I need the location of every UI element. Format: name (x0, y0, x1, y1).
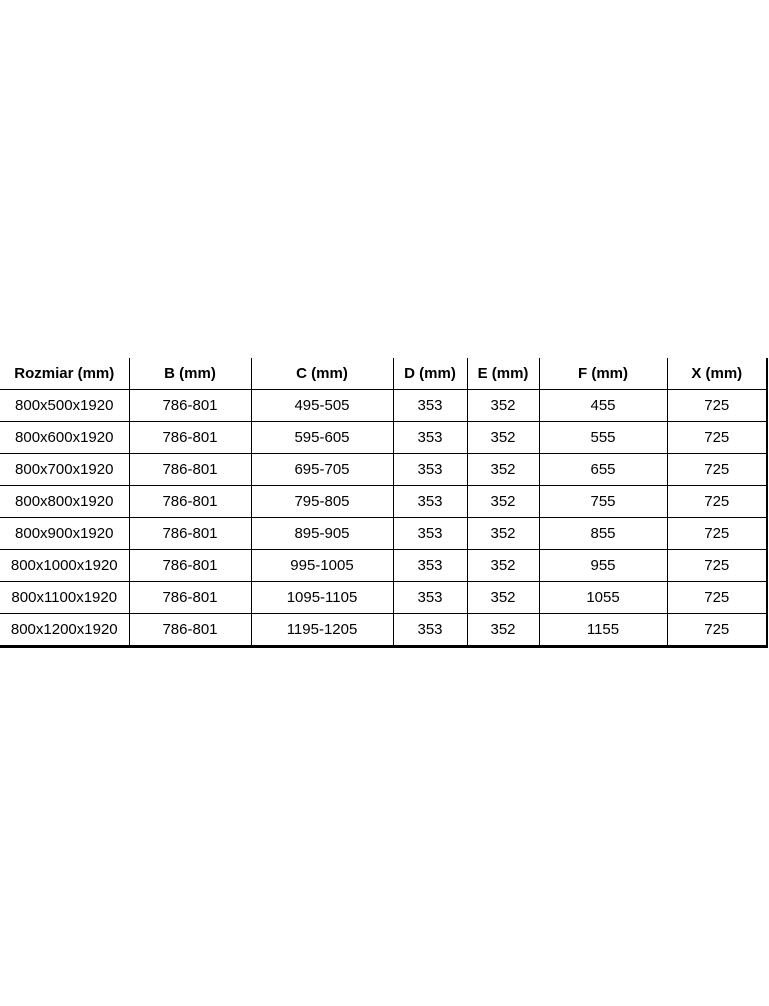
table-cell: 995-1005 (251, 550, 393, 582)
table-cell: 786-801 (129, 614, 251, 647)
table-cell: 353 (393, 454, 467, 486)
table-cell: 352 (467, 422, 539, 454)
table-cell: 725 (667, 550, 767, 582)
table-cell: 725 (667, 390, 767, 422)
table-cell: 786-801 (129, 454, 251, 486)
column-header-c: C (mm) (251, 358, 393, 390)
column-header-b: B (mm) (129, 358, 251, 390)
table-cell: 786-801 (129, 550, 251, 582)
table-row (0, 582, 767, 614)
table-cell: 795-805 (251, 486, 393, 518)
table-cell: 353 (393, 422, 467, 454)
table-cell: 352 (467, 390, 539, 422)
size-table-container (0, 358, 769, 648)
table-row (0, 454, 767, 486)
table-cell: 755 (539, 486, 667, 518)
table-cell: 725 (667, 422, 767, 454)
table-cell: 855 (539, 518, 667, 550)
table-cell: 955 (539, 550, 667, 582)
table-cell: 800x900x1920 (0, 518, 129, 550)
table-cell: 1155 (539, 614, 667, 647)
table-cell: 725 (667, 614, 767, 647)
table-row (0, 614, 767, 647)
table-cell: 455 (539, 390, 667, 422)
table-row (0, 422, 767, 454)
table-cell: 595-605 (251, 422, 393, 454)
table-cell: 725 (667, 518, 767, 550)
table-cell: 352 (467, 582, 539, 614)
column-header-e: E (mm) (467, 358, 539, 390)
table-cell: 352 (467, 550, 539, 582)
table-cell: 353 (393, 518, 467, 550)
table-cell: 800x500x1920 (0, 390, 129, 422)
table-cell: 495-505 (251, 390, 393, 422)
table-cell: 555 (539, 422, 667, 454)
table-cell: 800x800x1920 (0, 486, 129, 518)
table-cell: 353 (393, 486, 467, 518)
table-cell: 786-801 (129, 518, 251, 550)
table-cell: 695-705 (251, 454, 393, 486)
table-cell: 1055 (539, 582, 667, 614)
table-cell: 1195-1205 (251, 614, 393, 647)
table-cell: 725 (667, 486, 767, 518)
column-header-rozmiar: Rozmiar (mm) (0, 358, 129, 390)
table-row (0, 518, 767, 550)
table-cell: 786-801 (129, 486, 251, 518)
table-cell: 353 (393, 390, 467, 422)
table-cell: 786-801 (129, 422, 251, 454)
table-cell: 895-905 (251, 518, 393, 550)
column-header-d: D (mm) (393, 358, 467, 390)
table-cell: 352 (467, 454, 539, 486)
size-table (0, 358, 768, 648)
table-row (0, 550, 767, 582)
table-cell: 800x700x1920 (0, 454, 129, 486)
table-cell: 800x1100x1920 (0, 582, 129, 614)
table-row (0, 390, 767, 422)
column-header-f: F (mm) (539, 358, 667, 390)
table-cell: 725 (667, 454, 767, 486)
table-cell: 786-801 (129, 582, 251, 614)
table-cell: 353 (393, 550, 467, 582)
table-cell: 352 (467, 518, 539, 550)
table-cell: 800x1000x1920 (0, 550, 129, 582)
table-cell: 800x1200x1920 (0, 614, 129, 647)
table-cell: 800x600x1920 (0, 422, 129, 454)
table-cell: 353 (393, 582, 467, 614)
table-cell: 725 (667, 582, 767, 614)
table-header-row (0, 358, 767, 390)
column-header-x: X (mm) (667, 358, 767, 390)
table-cell: 352 (467, 486, 539, 518)
table-row (0, 486, 767, 518)
table-cell: 353 (393, 614, 467, 647)
table-cell: 786-801 (129, 390, 251, 422)
table-cell: 655 (539, 454, 667, 486)
table-cell: 1095-1105 (251, 582, 393, 614)
table-cell: 352 (467, 614, 539, 647)
